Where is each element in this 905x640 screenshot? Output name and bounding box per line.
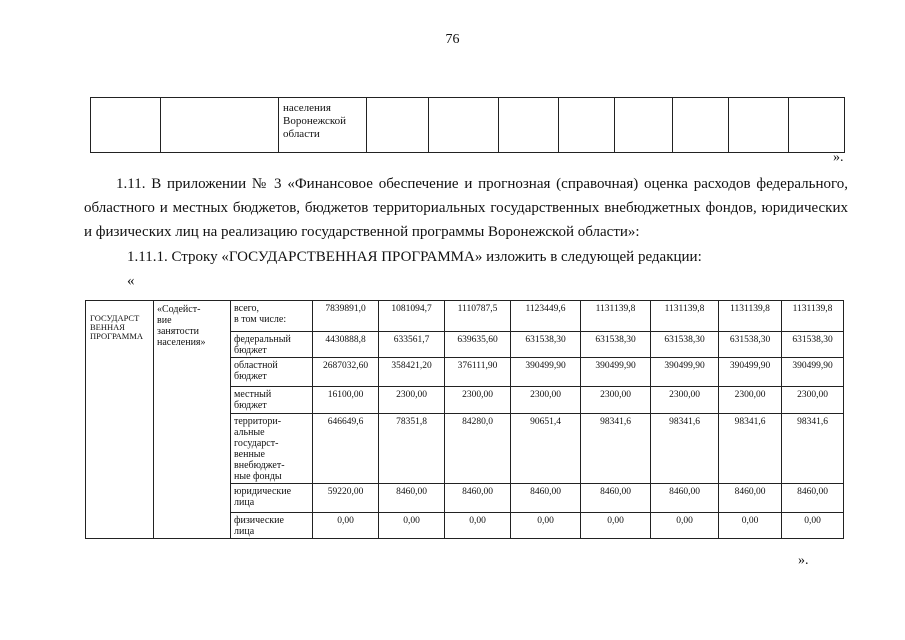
amount-cell: 390499,90 xyxy=(581,358,651,387)
amount-cell: 0,00 xyxy=(782,513,844,539)
funding-source-cell: федеральный бюджет xyxy=(231,332,313,358)
amount-cell: 1123449,6 xyxy=(511,301,581,332)
amount-cell: 8460,00 xyxy=(719,484,782,513)
amount-cell: 0,00 xyxy=(651,513,719,539)
amount-cell: 8460,00 xyxy=(782,484,844,513)
amount-cell: 0,00 xyxy=(445,513,511,539)
amount-cell: 631538,30 xyxy=(782,332,844,358)
amount-cell: 16100,00 xyxy=(313,387,379,414)
closing-quote-mark-2: ». xyxy=(798,553,809,568)
funding-source-cell: всего, в том числе: xyxy=(231,301,313,332)
amount-cell: 0,00 xyxy=(581,513,651,539)
cell-text: населения Воронежской области xyxy=(283,102,347,140)
page-number: 76 xyxy=(445,32,460,47)
amount-cell: 1131139,8 xyxy=(581,301,651,332)
amount-cell: 376111,90 xyxy=(445,358,511,387)
amount-cell: 78351,8 xyxy=(379,414,445,484)
amount-cell: 0,00 xyxy=(379,513,445,539)
amount-cell: 646649,6 xyxy=(313,414,379,484)
closing-quote-mark: ». xyxy=(833,150,844,165)
funding-source-cell: местный бюджет xyxy=(231,387,313,414)
table-cell xyxy=(499,98,559,153)
amount-cell: 2300,00 xyxy=(719,387,782,414)
amount-cell: 631538,30 xyxy=(719,332,782,358)
table-cell xyxy=(673,98,729,153)
amount-cell: 90651,4 xyxy=(511,414,581,484)
table-cell xyxy=(91,98,161,153)
amount-cell: 631538,30 xyxy=(511,332,581,358)
amount-cell: 2687032,60 xyxy=(313,358,379,387)
amount-cell: 2300,00 xyxy=(782,387,844,414)
table-cell xyxy=(367,98,429,153)
funding-source-cell: физические лица xyxy=(231,513,313,539)
amount-cell: 631538,30 xyxy=(651,332,719,358)
top-table-fragment xyxy=(90,97,845,153)
amount-cell: 0,00 xyxy=(313,513,379,539)
amount-cell: 2300,00 xyxy=(379,387,445,414)
amount-cell: 98341,6 xyxy=(581,414,651,484)
paragraph-1-11-1: 1.11.1. Строку «ГОСУДАРСТВЕННАЯ ПРОГРАММА» изложить в следующей редакции: xyxy=(127,249,702,265)
amount-cell: 2300,00 xyxy=(581,387,651,414)
table-cell xyxy=(729,98,789,153)
amount-cell: 2300,00 xyxy=(511,387,581,414)
table-cell xyxy=(615,98,673,153)
amount-cell: 4430888,8 xyxy=(313,332,379,358)
amount-cell: 2300,00 xyxy=(651,387,719,414)
amount-cell: 639635,60 xyxy=(445,332,511,358)
amount-cell: 8460,00 xyxy=(581,484,651,513)
amount-cell: 390499,90 xyxy=(511,358,581,387)
amount-cell: 84280,0 xyxy=(445,414,511,484)
table-cell xyxy=(559,98,615,153)
table-cell xyxy=(161,98,279,153)
amount-cell: 1081094,7 xyxy=(379,301,445,332)
opening-quote-mark: « xyxy=(127,273,135,289)
amount-cell: 631538,30 xyxy=(581,332,651,358)
amount-cell: 358421,20 xyxy=(379,358,445,387)
amount-cell: 7839891,0 xyxy=(313,301,379,332)
amount-cell: 0,00 xyxy=(511,513,581,539)
amount-cell: 98341,6 xyxy=(719,414,782,484)
amount-cell: 390499,90 xyxy=(651,358,719,387)
amount-cell: 8460,00 xyxy=(511,484,581,513)
status-label-cell: ГОСУДАРСТ ВЕННАЯ ПРОГРАММА xyxy=(86,301,154,539)
amount-cell: 59220,00 xyxy=(313,484,379,513)
amount-cell: 0,00 xyxy=(719,513,782,539)
paragraph-1-11: 1.11. В приложении № 3 «Финансовое обеспечение и прогнозная (справочная) оценка расходов федерального, областного и местных бюджетов, бюджетов территориальных государственных внебюджетных фондов, юридических и физических лиц на реализацию государственной программы Воронежской области»: xyxy=(84,176,848,240)
amount-cell: 2300,00 xyxy=(445,387,511,414)
program-finance-table xyxy=(85,300,844,539)
amount-cell: 1110787,5 xyxy=(445,301,511,332)
amount-cell: 633561,7 xyxy=(379,332,445,358)
funding-source-cell: территори- альные государст- венные внебюджет- ные фонды xyxy=(231,414,313,484)
program-name-cell: «Содейст- вие занятости населения» xyxy=(154,301,231,539)
table-row xyxy=(86,301,844,332)
amount-cell: 98341,6 xyxy=(651,414,719,484)
top-table-row xyxy=(91,98,845,153)
funding-source-cell: юридические лица xyxy=(231,484,313,513)
amount-cell: 8460,00 xyxy=(651,484,719,513)
amount-cell: 390499,90 xyxy=(719,358,782,387)
amount-cell: 1131139,8 xyxy=(651,301,719,332)
table-cell xyxy=(789,98,845,153)
amount-cell: 390499,90 xyxy=(782,358,844,387)
amount-cell: 1131139,8 xyxy=(782,301,844,332)
amount-cell: 8460,00 xyxy=(379,484,445,513)
amount-cell: 98341,6 xyxy=(782,414,844,484)
table-cell-population xyxy=(279,98,367,153)
amount-cell: 8460,00 xyxy=(445,484,511,513)
table-cell xyxy=(429,98,499,153)
funding-source-cell: областной бюджет xyxy=(231,358,313,387)
amount-cell: 1131139,8 xyxy=(719,301,782,332)
